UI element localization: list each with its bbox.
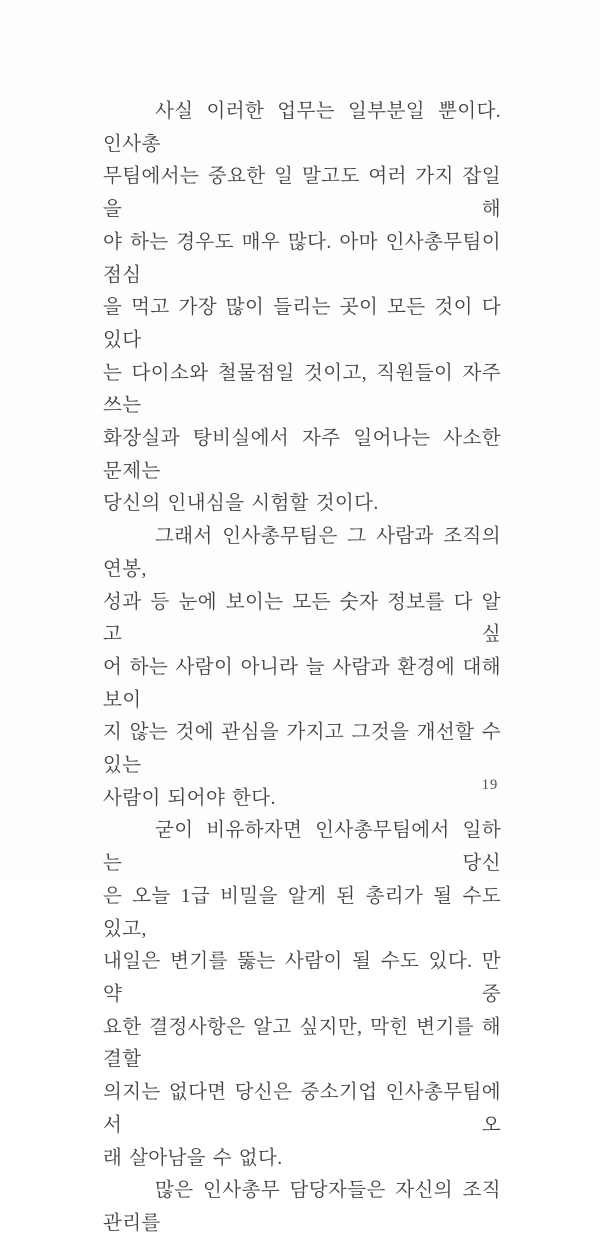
text-line: 어 하는 사람이 아니라 늘 사람과 환경에 대해 보이: [103, 656, 501, 711]
text-line: 사실 이러한 업무는 일부분일 뿐이다. 인사총: [103, 101, 501, 155]
text-line: 의지는 없다면 당신은 중소기업 인사총무팀에서 오: [103, 1082, 501, 1136]
text-line: 요한 결정사항은 알고 싶지만, 막힌 변기를 해결할: [103, 1016, 501, 1071]
text-line: 많은 인사총무 담당자들은 자신의 조직관리를: [103, 1180, 501, 1234]
text-line: 내일은 변기를 뚫는 사람이 될 수도 있다. 만약 중: [103, 951, 501, 1005]
text-line: 야 하는 경우도 매우 많다. 아마 인사총무팀이 점심: [103, 231, 501, 286]
text-line: 당신의 인내심을 시험할 것이다.: [103, 493, 379, 515]
text-line: 성과 등 눈에 보이는 모든 숫자 정보를 다 알고 싶: [103, 591, 501, 646]
body-text: [103, 96, 501, 1241]
text-line: 지 않는 것에 관심을 가지고 그것을 개선할 수 있는: [103, 722, 501, 777]
text-line: 래 살아남을 수 없다.: [103, 1147, 283, 1169]
text-line: 을 먹고 가장 많이 들리는 곳이 모든 것이 다 있다: [103, 297, 501, 351]
text-line: 는 다이소와 철물점일 것이고, 직원들이 자주 쓰는: [103, 362, 501, 417]
text-line: 화장실과 탕비실에서 자주 일어나는 사소한 문제는: [103, 428, 501, 482]
text-line: 그래서 인사총무팀은 그 사람과 조직의 연봉,: [103, 526, 501, 580]
text-line: 사람이 되어야 한다.: [103, 787, 276, 809]
text-line: 무팀에서는 중요한 일 말고도 여러 가지 잡일을 해: [103, 166, 501, 221]
text-line: 은 오늘 1급 비밀을 알게 된 총리가 될 수도 있고,: [103, 885, 501, 940]
page-number: 19: [481, 777, 499, 793]
text-line: 굳이 비유하자면 인사총무팀에서 일하는 당신: [103, 820, 501, 875]
